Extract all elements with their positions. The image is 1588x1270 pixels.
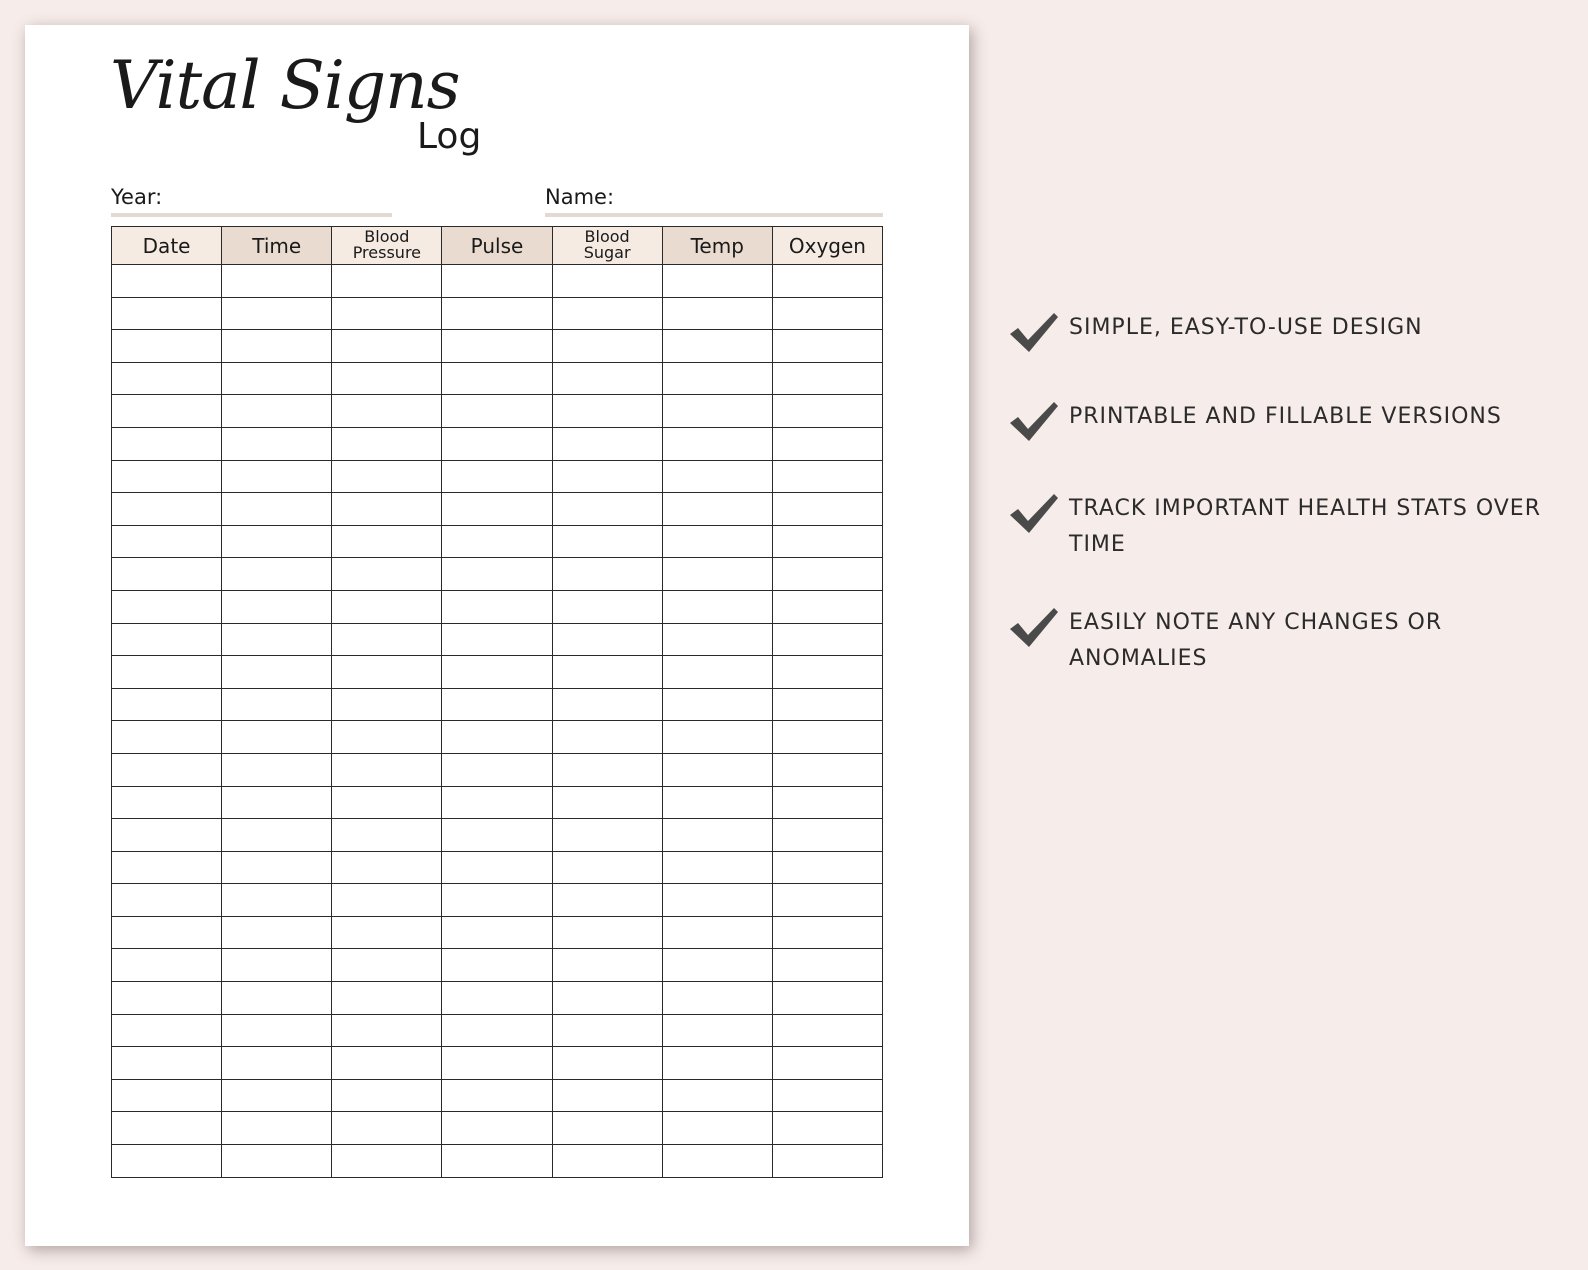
title-script: Vital Signs [110,47,460,124]
table-cell[interactable] [552,460,662,493]
table-cell[interactable] [332,265,442,298]
table-cell[interactable] [442,330,552,363]
table-cell[interactable] [112,525,222,558]
table-row [112,330,883,363]
vital-signs-log-sheet [25,25,969,1246]
table-cell[interactable] [332,460,442,493]
table-cell[interactable] [772,493,882,526]
table-cell[interactable] [442,916,552,949]
table-cell[interactable] [662,297,772,330]
table-cell[interactable] [332,819,442,852]
table-cell[interactable] [442,1047,552,1080]
table-cell[interactable] [112,427,222,460]
table-cell[interactable] [442,753,552,786]
table-cell[interactable] [662,493,772,526]
feature-text: EASILY NOTE ANY CHANGES OR ANOMALIES [1069,610,1443,671]
table-cell[interactable] [552,427,662,460]
table-cell[interactable] [552,1047,662,1080]
table-row [112,297,883,330]
table-cell[interactable] [662,1145,772,1178]
header-row [112,227,883,265]
table-cell[interactable] [662,819,772,852]
table-cell[interactable] [772,362,882,395]
table-cell[interactable] [552,493,662,526]
table-cell[interactable] [332,916,442,949]
table-cell[interactable] [552,884,662,917]
table-cell[interactable] [222,786,332,819]
table-cell[interactable] [112,656,222,689]
table-cell[interactable] [112,688,222,721]
table-cell[interactable] [442,1079,552,1112]
table-row [112,1014,883,1047]
table-cell[interactable] [772,786,882,819]
column-header-oxygen: Oxygen [772,227,882,265]
name-field[interactable] [545,185,883,217]
table-cell[interactable] [222,265,332,298]
table-cell[interactable] [442,525,552,558]
table-cell[interactable] [552,819,662,852]
table-cell[interactable] [112,1112,222,1145]
table-cell[interactable] [112,721,222,754]
table-cell[interactable] [552,362,662,395]
table-cell[interactable] [112,330,222,363]
table-cell[interactable] [332,330,442,363]
table-cell[interactable] [112,493,222,526]
table-cell[interactable] [442,558,552,591]
table-cell[interactable] [112,297,222,330]
table-cell[interactable] [222,362,332,395]
column-header-time: Time [222,227,332,265]
table-cell[interactable] [662,330,772,363]
table-cell[interactable] [222,721,332,754]
table-cell[interactable] [442,656,552,689]
table-cell[interactable] [442,297,552,330]
table-cell[interactable] [552,688,662,721]
table-cell[interactable] [442,786,552,819]
table-cell[interactable] [662,688,772,721]
table-cell[interactable] [112,1047,222,1080]
table-cell[interactable] [222,1014,332,1047]
table-cell[interactable] [552,558,662,591]
table-cell[interactable] [332,753,442,786]
table-row [112,1145,883,1178]
table-cell[interactable] [772,558,882,591]
table-cell[interactable] [332,786,442,819]
table-cell[interactable] [332,1047,442,1080]
table-cell[interactable] [662,460,772,493]
table-row [112,949,883,982]
table-cell[interactable] [112,819,222,852]
table-cell[interactable] [442,721,552,754]
table-row [112,362,883,395]
table-cell[interactable] [552,949,662,982]
table-row [112,525,883,558]
table-cell[interactable] [772,395,882,428]
table-row [112,427,883,460]
table-cell[interactable] [662,884,772,917]
table-cell[interactable] [442,1112,552,1145]
table-cell[interactable] [112,1014,222,1047]
table-row [112,1047,883,1080]
table-cell[interactable] [442,949,552,982]
table-cell[interactable] [112,590,222,623]
table-cell[interactable] [222,982,332,1015]
table-cell[interactable] [442,1014,552,1047]
table-row [112,590,883,623]
table-cell[interactable] [772,1079,882,1112]
table-cell[interactable] [222,916,332,949]
table-cell[interactable] [442,623,552,656]
table-cell[interactable] [332,982,442,1015]
table-cell[interactable] [112,949,222,982]
table-cell[interactable] [552,1112,662,1145]
table-cell[interactable] [332,884,442,917]
table-cell[interactable] [442,1145,552,1178]
table-cell[interactable] [222,688,332,721]
table-cell[interactable] [222,297,332,330]
table-cell[interactable] [332,1112,442,1145]
table-cell[interactable] [552,623,662,656]
table-cell[interactable] [662,1079,772,1112]
table-row [112,493,883,526]
column-header-blood-sugar: Blood Sugar [552,227,662,265]
table-cell[interactable] [332,590,442,623]
column-header-date: Date [112,227,222,265]
table-row [112,1079,883,1112]
year-underline [111,213,392,217]
table-cell[interactable] [772,427,882,460]
table-row [112,916,883,949]
name-label: Name: [545,185,615,209]
table-cell[interactable] [552,851,662,884]
table-cell[interactable] [552,753,662,786]
table-row [112,688,883,721]
table-cell[interactable] [442,362,552,395]
table-row [112,1112,883,1145]
table-cell[interactable] [662,949,772,982]
table-cell[interactable] [332,1145,442,1178]
table-cell[interactable] [222,851,332,884]
table-cell[interactable] [222,1079,332,1112]
table-row [112,982,883,1015]
table-cell[interactable] [662,1047,772,1080]
table-cell[interactable] [772,1145,882,1178]
table-cell[interactable] [112,753,222,786]
table-cell[interactable] [442,851,552,884]
table-cell[interactable] [772,982,882,1015]
table-cell[interactable] [332,427,442,460]
table-cell[interactable] [112,786,222,819]
table-cell[interactable] [332,395,442,428]
table-cell[interactable] [222,493,332,526]
table-cell[interactable] [442,395,552,428]
table-cell[interactable] [772,819,882,852]
table-cell[interactable] [442,427,552,460]
table-cell[interactable] [332,1014,442,1047]
table-cell[interactable] [442,460,552,493]
table-cell[interactable] [222,949,332,982]
table-cell[interactable] [662,590,772,623]
table-cell[interactable] [222,460,332,493]
table-cell[interactable] [662,362,772,395]
table-cell[interactable] [442,982,552,1015]
table-cell[interactable] [332,623,442,656]
table-cell[interactable] [112,395,222,428]
table-cell[interactable] [772,460,882,493]
table-cell[interactable] [112,916,222,949]
table-cell[interactable] [772,1014,882,1047]
table-cell[interactable] [442,590,552,623]
feature-text: TRACK IMPORTANT HEALTH STATS OVER TIME [1069,496,1541,557]
table-cell[interactable] [442,688,552,721]
table-cell[interactable] [552,1079,662,1112]
table-cell[interactable] [112,460,222,493]
table-cell[interactable] [662,427,772,460]
table-cell[interactable] [112,265,222,298]
table-cell[interactable] [772,656,882,689]
table-cell[interactable] [772,1047,882,1080]
table-cell[interactable] [662,982,772,1015]
table-cell[interactable] [772,916,882,949]
table-cell[interactable] [662,851,772,884]
check-icon [1008,310,1062,354]
table-cell[interactable] [772,265,882,298]
table-cell[interactable] [772,753,882,786]
table-cell[interactable] [442,265,552,298]
table-cell[interactable] [662,916,772,949]
table-cell[interactable] [112,1079,222,1112]
table-row [112,753,883,786]
check-icon [1008,399,1062,443]
table-cell[interactable] [552,1145,662,1178]
table-cell[interactable] [442,819,552,852]
table-cell[interactable] [552,656,662,689]
title-log: Log [417,116,482,157]
check-icon [1008,605,1062,649]
table-cell[interactable] [662,1014,772,1047]
table-cell[interactable] [772,721,882,754]
table-cell[interactable] [332,525,442,558]
check-icon [1008,491,1062,535]
table-cell[interactable] [222,1112,332,1145]
table-cell[interactable] [552,265,662,298]
table-cell[interactable] [332,362,442,395]
table-cell[interactable] [772,851,882,884]
table-row [112,460,883,493]
table-cell[interactable] [552,1014,662,1047]
table-row [112,884,883,917]
table-cell[interactable] [222,623,332,656]
table-row [112,819,883,852]
table-row [112,265,883,298]
table-cell[interactable] [552,395,662,428]
table-cell[interactable] [552,297,662,330]
table-cell[interactable] [552,721,662,754]
table-cell[interactable] [332,493,442,526]
table-cell[interactable] [772,297,882,330]
table-cell[interactable] [772,525,882,558]
table-cell[interactable] [662,786,772,819]
vital-signs-table [111,226,883,1178]
year-label: Year: [111,185,163,209]
table-cell[interactable] [222,753,332,786]
table-cell[interactable] [112,982,222,1015]
table-cell[interactable] [772,1112,882,1145]
column-header-blood-pressure: Blood Pressure [332,227,442,265]
table-cell[interactable] [662,753,772,786]
table-cell[interactable] [332,558,442,591]
table-cell[interactable] [222,558,332,591]
table-cell[interactable] [222,525,332,558]
table-cell[interactable] [222,330,332,363]
table-cell[interactable] [662,525,772,558]
table-cell[interactable] [662,558,772,591]
table-cell[interactable] [222,1047,332,1080]
name-underline [545,213,883,217]
table-cell[interactable] [332,721,442,754]
table-row [112,656,883,689]
table-cell[interactable] [552,916,662,949]
table-cell[interactable] [772,688,882,721]
table-cell[interactable] [662,395,772,428]
table-body [112,265,883,1178]
table-cell[interactable] [552,590,662,623]
column-header-pulse: Pulse [442,227,552,265]
feature-text: SIMPLE, EASY-TO-USE DESIGN [1069,315,1423,340]
table-cell[interactable] [442,493,552,526]
table-row [112,623,883,656]
table-cell[interactable] [662,656,772,689]
table-cell[interactable] [112,884,222,917]
table-cell[interactable] [772,623,882,656]
table-cell[interactable] [222,427,332,460]
table-cell[interactable] [222,656,332,689]
table-cell[interactable] [552,786,662,819]
table-cell[interactable] [112,623,222,656]
table-row [112,851,883,884]
table-cell[interactable] [662,265,772,298]
table-cell[interactable] [332,297,442,330]
table-cell[interactable] [552,330,662,363]
table-cell[interactable] [222,395,332,428]
table-cell[interactable] [222,1145,332,1178]
table-cell[interactable] [662,1112,772,1145]
table-cell[interactable] [222,819,332,852]
table-cell[interactable] [552,525,662,558]
table-cell[interactable] [772,590,882,623]
table-cell[interactable] [662,623,772,656]
table-cell[interactable] [332,949,442,982]
table-cell[interactable] [112,558,222,591]
table-row [112,558,883,591]
table-cell[interactable] [332,1079,442,1112]
table-cell[interactable] [112,362,222,395]
table-cell[interactable] [112,851,222,884]
table-row [112,786,883,819]
table-cell[interactable] [222,884,332,917]
table-row [112,721,883,754]
table-cell[interactable] [772,949,882,982]
table-cell[interactable] [332,688,442,721]
table-cell[interactable] [332,656,442,689]
table-cell[interactable] [222,590,332,623]
table-cell[interactable] [332,851,442,884]
table-row [112,395,883,428]
table-cell[interactable] [772,884,882,917]
feature-text: PRINTABLE AND FILLABLE VERSIONS [1069,404,1502,429]
table-cell[interactable] [552,982,662,1015]
year-field[interactable] [111,185,392,217]
table-cell[interactable] [442,884,552,917]
table-cell[interactable] [662,721,772,754]
table-cell[interactable] [772,330,882,363]
table-cell[interactable] [112,1145,222,1178]
column-header-temp: Temp [662,227,772,265]
